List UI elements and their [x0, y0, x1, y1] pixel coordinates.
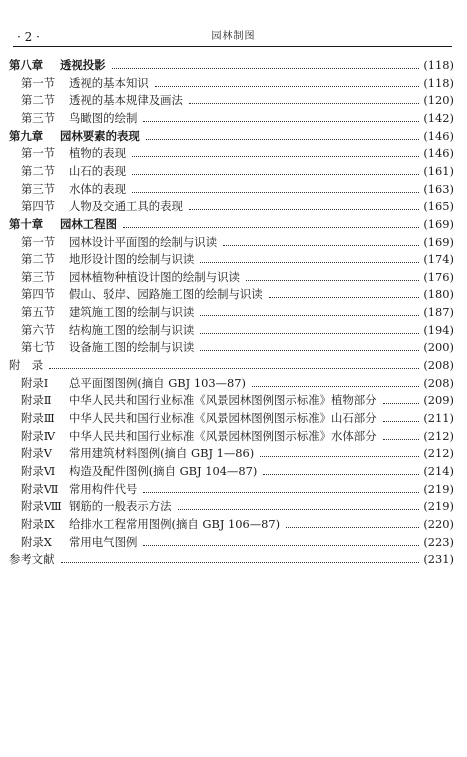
- page-header: [0, 0, 467, 52]
- toc-chapter-entry: [0, 216, 467, 233]
- entry-title: 构造及配件图例(摘自 GBJ 104—87): [69, 463, 258, 478]
- dot-leader: [132, 192, 419, 193]
- entry-title: 中华人民共和国行业标准《风景园林图例图示标准》植物部分: [69, 393, 377, 408]
- entry-title: 园林设计平面图的绘制与识读: [69, 234, 218, 249]
- entry-page-number: (187): [423, 305, 454, 320]
- entry-label: 附录Ⅰ: [21, 375, 49, 390]
- entry-page-number: (118): [423, 58, 454, 72]
- dot-leader: [200, 350, 419, 351]
- entry-title: 透视的基本知识: [69, 75, 149, 90]
- entry-title: 园林工程图: [60, 216, 117, 231]
- entry-title: 常用建筑材料图例(摘自 GBJ 1—86): [69, 446, 255, 461]
- running-title: 园林制图: [211, 31, 256, 42]
- entry-title: 透视投影: [60, 58, 106, 72]
- dot-leader: [383, 403, 419, 404]
- toc-section-entry: [0, 481, 467, 498]
- toc-section-entry: [0, 75, 467, 92]
- entry-page-number: (146): [423, 146, 454, 161]
- dot-leader: [189, 103, 419, 104]
- entry-label: 第一节: [21, 146, 56, 161]
- toc-section-entry: [0, 445, 467, 462]
- toc-section-entry: [0, 92, 467, 109]
- page-number: · 2 ·: [17, 30, 40, 44]
- entry-title: 鸟瞰图的绘制: [69, 110, 138, 125]
- entry-title: 中华人民共和国行业标准《风景园林图例图示标准》山石部分: [69, 411, 377, 425]
- entry-label: 附录Ⅴ: [21, 446, 53, 461]
- dot-leader: [200, 315, 419, 316]
- entry-page-number: (212): [423, 428, 454, 443]
- entry-page-number: (146): [423, 128, 454, 143]
- entry-title: 设备施工图的绘制与识读: [69, 340, 195, 355]
- toc-appendix-entry: [0, 357, 467, 374]
- toc-chapter-entry: [0, 128, 467, 145]
- entry-label: 附录Ⅶ: [21, 481, 59, 496]
- entry-page-number: (212): [423, 446, 454, 461]
- entry-page-number: (142): [423, 110, 454, 125]
- entry-label: 第一节: [21, 75, 56, 90]
- entry-page-number: (208): [423, 358, 454, 373]
- dot-leader: [132, 174, 419, 175]
- entry-label: 第九章: [9, 128, 44, 143]
- dot-leader: [61, 562, 419, 563]
- dot-leader: [49, 368, 419, 369]
- toc-section-entry: [0, 322, 467, 339]
- entry-title: 中华人民共和国行业标准《风景园林图例图示标准》水体部分: [69, 428, 377, 443]
- toc-section-entry: [0, 251, 467, 268]
- toc-section-entry: [0, 516, 467, 533]
- dot-leader: [123, 227, 419, 228]
- entry-label: 第八章: [9, 58, 44, 72]
- entry-label: 第三节: [21, 110, 56, 125]
- toc-section-entry: [0, 110, 467, 127]
- entry-title: 建筑施工图的绘制与识读: [69, 305, 195, 320]
- toc-section-entry: [0, 304, 467, 321]
- dot-leader: [143, 545, 419, 546]
- entry-page-number: (118): [423, 75, 454, 90]
- entry-label: 第十章: [9, 216, 44, 231]
- entry-label: 参考文献: [9, 552, 55, 567]
- entry-page-number: (214): [423, 463, 454, 478]
- dot-leader: [286, 527, 419, 528]
- entry-title: 透视的基本规律及画法: [69, 93, 183, 108]
- toc-section-entry: [0, 234, 467, 251]
- entry-label: 第五节: [21, 305, 56, 320]
- header-rule: [13, 46, 452, 47]
- entry-title: 园林要素的表现: [60, 128, 140, 143]
- entry-label: 附 录: [9, 358, 44, 373]
- entry-label: 附录Ⅳ: [21, 428, 56, 443]
- dot-leader: [132, 156, 419, 157]
- entry-title: 园林植物种植设计图的绘制与识读: [69, 269, 240, 284]
- entry-page-number: (200): [423, 340, 454, 355]
- entry-page-number: (219): [423, 499, 454, 514]
- entry-label: 第四节: [21, 199, 56, 214]
- entry-title: 钢筋的一般表示方法: [69, 499, 172, 514]
- dot-leader: [200, 333, 419, 334]
- dot-leader: [189, 209, 419, 210]
- entry-label: 附录Ⅵ: [21, 463, 56, 478]
- entry-page-number: (174): [423, 252, 454, 267]
- entry-label: 第一节: [21, 234, 56, 249]
- dot-leader: [246, 280, 419, 281]
- entry-title: 给排水工程常用图例(摘自 GBJ 106—87): [69, 516, 281, 531]
- toc-section-entry: [0, 181, 467, 198]
- entry-label: 附录Ⅹ: [21, 534, 52, 549]
- dot-leader: [143, 492, 419, 493]
- dot-leader: [143, 121, 419, 122]
- toc-section-entry: [0, 463, 467, 480]
- entry-page-number: (219): [423, 481, 454, 496]
- toc-section-entry: [0, 498, 467, 515]
- toc-section-entry: [0, 269, 467, 286]
- entry-label: 附录Ⅸ: [21, 516, 55, 531]
- dot-leader: [383, 421, 419, 422]
- entry-title: 常用构件代号: [69, 481, 138, 496]
- entry-title: 假山、驳岸、园路施工图的绘制与识读: [69, 287, 263, 302]
- toc-section-entry: [0, 534, 467, 551]
- toc-chapter-entry: [0, 57, 467, 74]
- entry-page-number: (194): [423, 322, 454, 337]
- entry-page-number: (169): [423, 216, 454, 231]
- dot-leader: [383, 439, 419, 440]
- entry-title: 总平面图图例(摘自 GBJ 103—87): [69, 375, 246, 390]
- entry-title: 人物及交通工具的表现: [69, 199, 183, 214]
- entry-title: 常用电气图例: [69, 534, 138, 549]
- dot-leader: [112, 68, 419, 69]
- dot-leader: [223, 245, 419, 246]
- entry-page-number: (208): [423, 375, 454, 390]
- dot-leader: [269, 297, 419, 298]
- toc-section-entry: [0, 339, 467, 356]
- dot-leader: [146, 139, 419, 140]
- entry-label: 附录Ⅱ: [21, 393, 52, 408]
- entry-page-number: (220): [423, 516, 454, 531]
- entry-page-number: (163): [423, 181, 454, 196]
- entry-page-number: (161): [423, 163, 454, 178]
- entry-title: 结构施工图的绘制与识读: [69, 322, 195, 337]
- dot-leader: [263, 474, 419, 475]
- toc-section-entry: [0, 163, 467, 180]
- toc-section-entry: [0, 428, 467, 445]
- entry-page-number: (169): [423, 234, 454, 249]
- entry-page-number: (180): [423, 287, 454, 302]
- entry-label: 第七节: [21, 340, 56, 355]
- entry-page-number: (165): [423, 199, 454, 214]
- entry-page-number: (209): [423, 393, 454, 408]
- dot-leader: [252, 386, 419, 387]
- toc-section-entry: [0, 410, 467, 427]
- dot-leader: [260, 456, 419, 457]
- toc-section-entry: [0, 198, 467, 215]
- dot-leader: [178, 509, 419, 510]
- entry-page-number: (120): [423, 93, 454, 108]
- entry-label: 附录Ⅷ: [21, 499, 62, 514]
- entry-title: 水体的表现: [69, 181, 126, 196]
- toc-section-entry: [0, 145, 467, 162]
- dot-leader: [200, 262, 419, 263]
- toc-references-entry: [0, 551, 467, 568]
- entry-label: 第二节: [21, 93, 56, 108]
- toc-section-entry: [0, 375, 467, 392]
- entry-page-number: (211): [423, 411, 454, 425]
- entry-label: 第三节: [21, 181, 56, 196]
- entry-label: 第四节: [21, 287, 56, 302]
- entry-title: 地形设计图的绘制与识读: [69, 252, 195, 267]
- entry-title: 植物的表现: [69, 146, 126, 161]
- entry-label: 第三节: [21, 269, 56, 284]
- entry-label: 附录Ⅲ: [21, 411, 55, 425]
- toc-section-entry: [0, 286, 467, 303]
- dot-leader: [155, 86, 419, 87]
- entry-label: 第六节: [21, 322, 56, 337]
- entry-page-number: (176): [423, 269, 454, 284]
- entry-title: 山石的表现: [69, 163, 126, 178]
- entry-page-number: (223): [423, 534, 454, 549]
- entry-label: 第二节: [21, 163, 56, 178]
- entry-page-number: (231): [423, 552, 454, 567]
- toc-section-entry: [0, 392, 467, 409]
- entry-label: 第二节: [21, 252, 56, 267]
